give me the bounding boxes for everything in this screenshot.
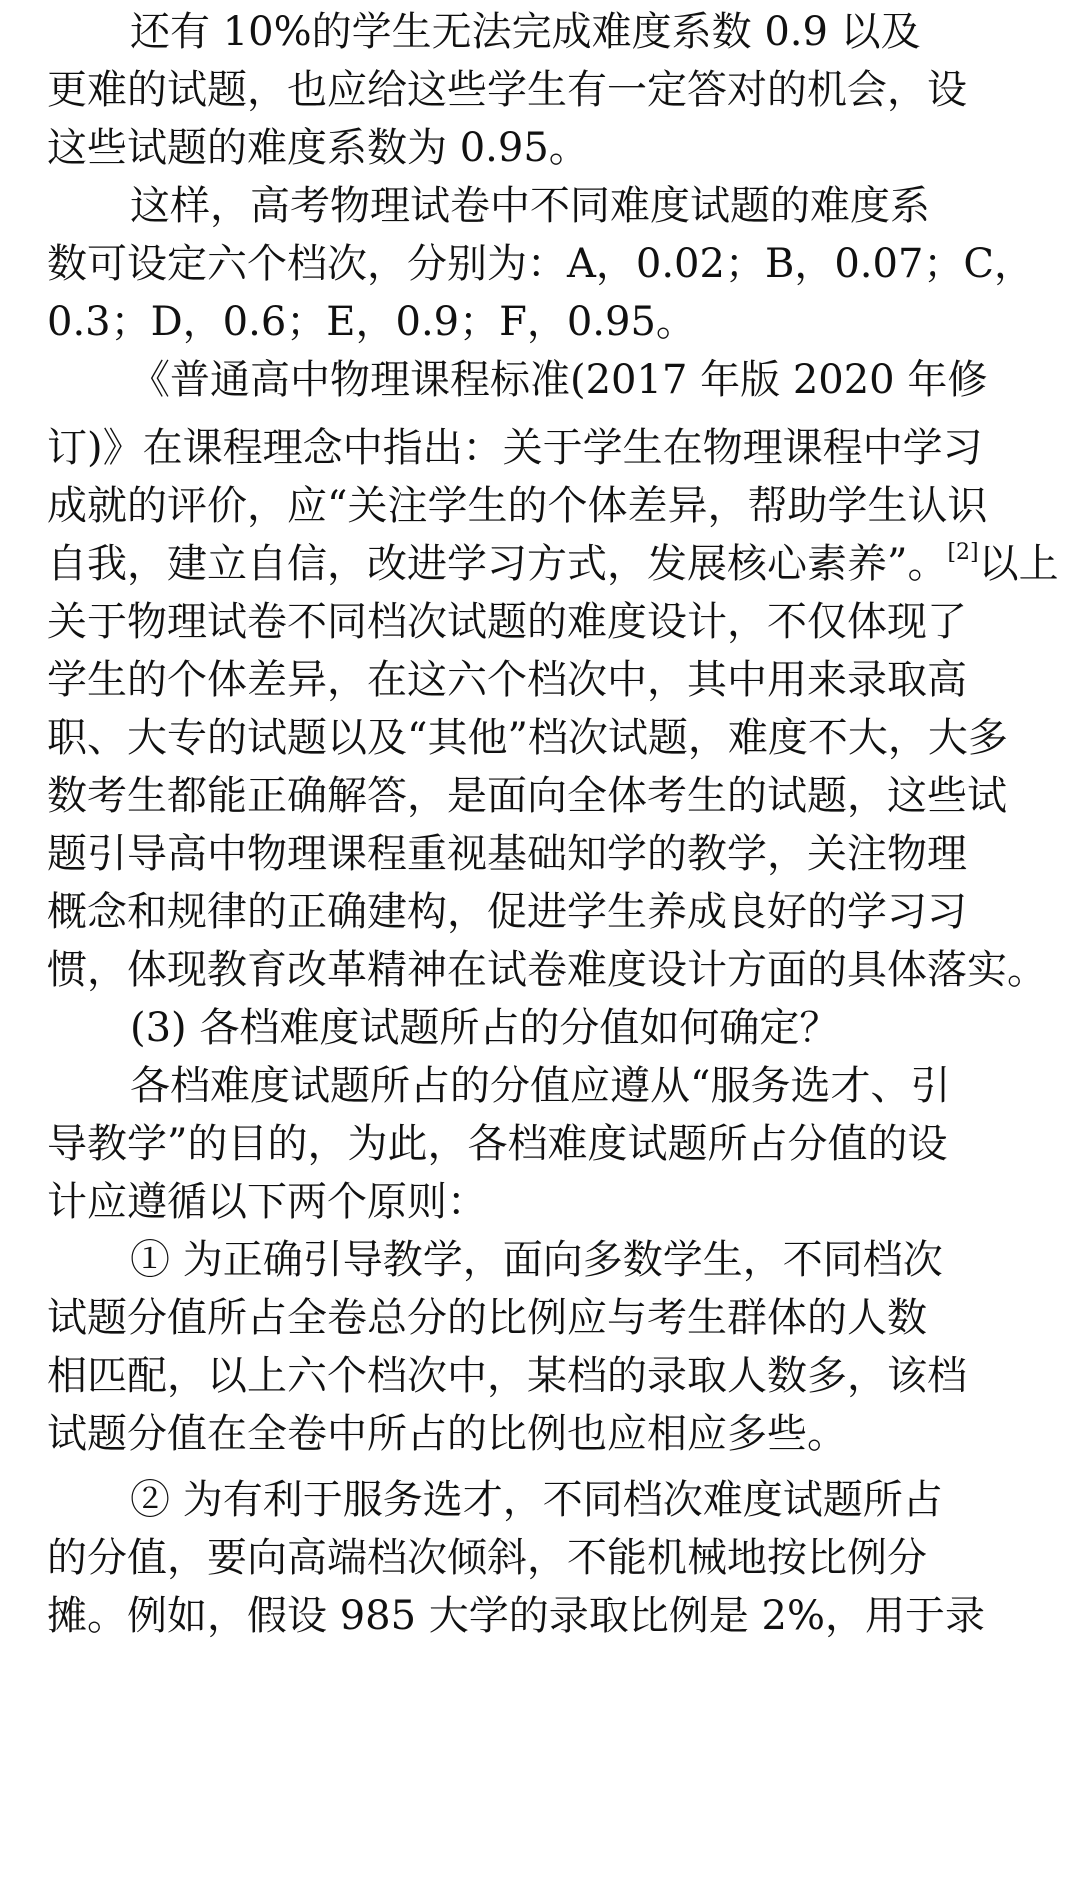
text-line: 数考生都能正确解答，是面向全体考生的试题，这些试 [47,773,1007,819]
text-line: 摊。例如，假设 985 大学的录取比例是 2%，用于录 [47,1593,985,1639]
text-line: 订)》在课程理念中指出：关于学生在物理课程中学习 [47,425,983,471]
text-line: 《普通高中物理课程标准(2017 年版 2020 年修 [130,357,988,403]
citation-superscript: [2] [947,540,979,565]
principle-item: ① 为正确引导教学，面向多数学生，不同档次 [130,1237,943,1283]
text-line: 题引导高中物理课程重视基础知学的教学，关注物理 [47,831,967,877]
text-line: 计应遵循以下两个原则： [47,1179,487,1225]
text-line: 更难的试题，也应给这些学生有一定答对的机会，设 [47,67,967,113]
section-heading: (3) 各档难度试题所占的分值如何确定？ [130,1005,840,1051]
text-line: 这些试题的难度系数为 0.95。 [47,125,589,171]
text-line: 各档难度试题所占的分值应遵从“服务选才、引 [130,1063,951,1109]
text-line-tail: 以上 [978,541,1059,587]
text-line: 关于物理试卷不同档次试题的难度设计，不仅体现了 [47,599,967,645]
text-line: 试题分值在全卷中所占的比例也应相应多些。 [47,1411,847,1457]
principle-item: ② 为有利于服务选才，不同档次难度试题所占 [130,1477,943,1523]
text-line: 成就的评价，应“关注学生的个体差异，帮助学生认识 [47,483,988,529]
text-line: 相匹配，以上六个档次中，某档的录取人数多，该档 [47,1353,967,1399]
text-line: 这样，高考物理试卷中不同难度试题的难度系 [130,183,930,229]
text-line: 惯，体现教育改革精神在试卷难度设计方面的具体落实。 [47,947,1047,993]
text-line [47,536,1059,592]
text-line: 试题分值所占全卷总分的比例应与考生群体的人数 [47,1295,927,1341]
text-line: 概念和规律的正确建构，促进学生养成良好的学习习 [47,889,967,935]
text-line: 还有 10%的学生无法完成难度系数 0.9 以及 [130,9,921,55]
text-line: 0.3；D，0.6；E，0.9；F，0.95。 [47,299,696,345]
text-line-body: 自我，建立自信，改进学习方式，发展核心素养”。 [47,541,948,587]
text-line: 导教学”的目的，为此，各档难度试题所占分值的设 [47,1121,948,1167]
text-line: 的分值，要向高端档次倾斜，不能机械地按比例分 [47,1535,927,1581]
text-line: 职、大专的试题以及“其他”档次试题，难度不大，大多 [47,715,1008,761]
text-line: 数可设定六个档次，分别为：A，0.02；B，0.07；C， [47,241,1035,287]
text-line: 学生的个体差异，在这六个档次中，其中用来录取高 [47,657,967,703]
